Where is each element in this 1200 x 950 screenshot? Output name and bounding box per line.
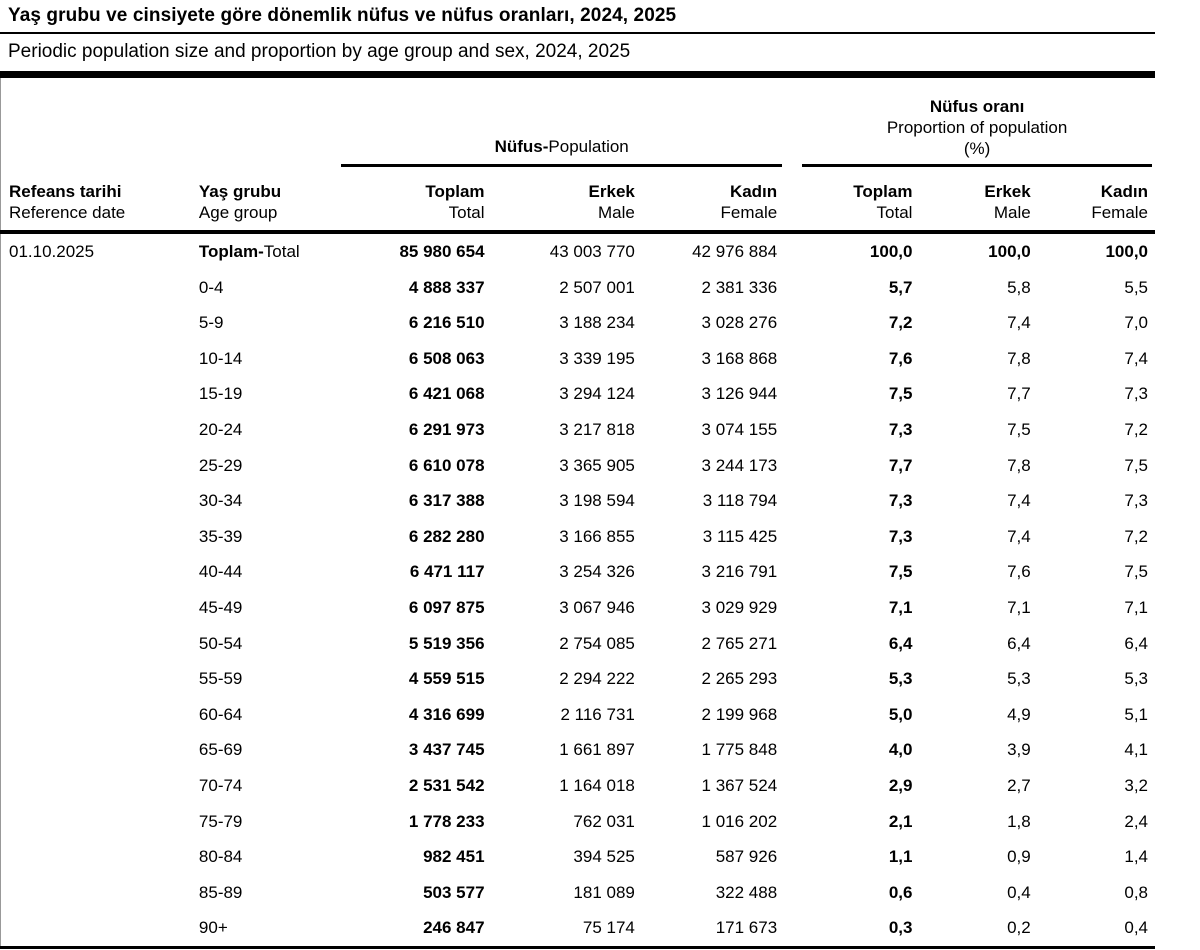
proportion-female-cell: 0,4 [1124, 918, 1148, 938]
proportion-male-cell: 7,8 [1007, 455, 1031, 475]
table-row [1, 804, 1156, 840]
age-group-cell [191, 590, 316, 626]
proportion-female-cell: 100,0 [1105, 242, 1148, 261]
age-group-label-en: 0-4 [198, 277, 224, 297]
proportion-female-cell: 1,4 [1124, 847, 1148, 867]
population-male-cell: 3 254 326 [559, 562, 635, 582]
proportion-female-cell: 7,1 [1124, 597, 1148, 617]
age-group-cell [191, 626, 316, 662]
reference-date-cell [1, 804, 191, 840]
population-total-cell: 6 421 068 [408, 384, 485, 404]
population-total-cell: 6 317 388 [408, 491, 485, 511]
population-male-cell: 1 164 018 [559, 775, 635, 795]
proportion-male-cell: 3,9 [1007, 740, 1031, 760]
proportion-group-header [784, 78, 1155, 167]
proportion-total-cell: 7,5 [888, 384, 913, 404]
proportion-male-cell: 7,7 [1007, 384, 1031, 404]
col-header-proportion-female: Kadın Female [1038, 167, 1155, 232]
proportion-group-label-en: Proportion of population [886, 118, 1068, 137]
population-female-cell: 2 765 271 [701, 633, 778, 653]
table-row [1, 483, 1156, 519]
table-row [1, 839, 1156, 875]
proportion-group-unit: (%) [963, 139, 991, 158]
population-male-cell: 181 089 [573, 882, 635, 902]
table-row [1, 590, 1156, 626]
table-row [1, 376, 1156, 412]
table-row [1, 875, 1156, 911]
proportion-total-cell: 5,3 [888, 669, 913, 689]
population-total-cell: 6 097 875 [408, 597, 485, 617]
population-total-cell: 2 531 542 [408, 775, 485, 795]
population-total-cell: 503 577 [423, 882, 485, 902]
population-total-cell: 3 437 745 [408, 740, 485, 760]
table-row [1, 412, 1156, 448]
age-group-label-en: 40-44 [198, 562, 243, 582]
population-group-label-en: Population [548, 137, 629, 156]
population-female-cell: 1 367 524 [701, 775, 778, 795]
proportion-female-cell: 5,1 [1124, 704, 1148, 724]
population-male-cell: 3 166 855 [559, 526, 635, 546]
population-female-cell: 2 381 336 [701, 277, 778, 297]
reference-date-cell [1, 661, 191, 697]
age-group-cell [191, 804, 316, 840]
table-row [1, 448, 1156, 484]
population-male-cell: 3 294 124 [559, 384, 635, 404]
proportion-total-cell: 7,2 [888, 313, 913, 333]
reference-date-cell [1, 697, 191, 733]
reference-date-cell [1, 768, 191, 804]
age-group-label-en: 45-49 [198, 597, 243, 617]
proportion-female-cell: 5,3 [1124, 669, 1148, 689]
population-female-cell: 322 488 [715, 882, 778, 902]
reference-date-cell [1, 519, 191, 555]
population-male-cell: 3 365 905 [559, 455, 635, 475]
age-group-cell [191, 341, 316, 377]
age-group-label-en: 25-29 [198, 455, 243, 475]
reference-date-cell [1, 448, 191, 484]
population-table [0, 78, 1155, 949]
age-group-cell [191, 232, 316, 270]
proportion-male-cell: 4,9 [1007, 704, 1031, 724]
empty-group-cell [1, 78, 317, 167]
proportion-female-cell: 5,5 [1124, 277, 1148, 297]
table-top-border [0, 71, 1155, 78]
page-title: Yaş grubu ve cinsiyete göre dönemlik nüfus ve nüfus oranları, 2024, 2025 [8, 5, 677, 26]
proportion-total-cell: 5,0 [888, 704, 913, 724]
col-header-reference-date: Refeans tarihi Reference date [1, 167, 191, 232]
proportion-total-cell: 7,1 [888, 597, 913, 617]
col-header-population-female: Kadın Female [642, 167, 784, 232]
population-male-cell: 75 174 [582, 918, 635, 938]
population-group-label [341, 136, 782, 167]
table-row [1, 519, 1156, 555]
age-group-cell [191, 697, 316, 733]
proportion-male-cell: 7,8 [1007, 348, 1031, 368]
proportion-male-cell: 7,5 [1007, 419, 1031, 439]
population-male-cell: 3 188 234 [559, 313, 635, 333]
column-header-row [1, 167, 1156, 232]
proportion-total-cell: 6,4 [888, 633, 913, 653]
population-female-cell: 1 775 848 [701, 740, 778, 760]
proportion-group-label-tr: Nüfus oranı [929, 97, 1025, 116]
proportion-total-cell: 7,7 [888, 455, 913, 475]
population-total-cell: 85 980 654 [399, 242, 485, 261]
age-group-cell [191, 305, 316, 341]
population-female-cell: 2 199 968 [701, 704, 778, 724]
col-header-population-male: Erkek Male [492, 167, 642, 232]
age-group-cell [191, 661, 316, 697]
age-group-label-en: Total [263, 242, 300, 261]
reference-date-cell [1, 839, 191, 875]
population-female-cell: 3 029 929 [701, 597, 778, 617]
population-group-label-tr: Nüfus- [494, 137, 549, 156]
population-male-cell: 2 116 731 [560, 704, 635, 724]
proportion-total-cell: 0,3 [888, 918, 913, 938]
population-total-cell: 6 610 078 [408, 455, 485, 475]
age-group-cell [191, 910, 316, 947]
proportion-female-cell: 3,2 [1124, 775, 1148, 795]
proportion-female-cell: 2,4 [1124, 811, 1148, 831]
population-male-cell: 3 339 195 [559, 348, 635, 368]
proportion-male-cell: 5,8 [1007, 277, 1031, 297]
population-female-cell: 3 168 868 [701, 348, 778, 368]
col-header-proportion-total: Toplam Total [784, 167, 919, 232]
table-row [1, 341, 1156, 377]
population-total-cell: 982 451 [423, 847, 485, 867]
table-row [1, 270, 1156, 306]
table-row [1, 697, 1156, 733]
proportion-male-cell: 100,0 [988, 242, 1031, 261]
proportion-female-cell: 4,1 [1124, 740, 1148, 760]
reference-date-cell [1, 626, 191, 662]
table-row [1, 626, 1156, 662]
proportion-male-cell: 7,4 [1007, 313, 1031, 333]
age-group-label-en: 65-69 [198, 740, 243, 760]
population-female-cell: 3 074 155 [701, 419, 778, 439]
col-header-population-total: Toplam Total [316, 167, 491, 232]
proportion-male-cell: 5,3 [1007, 669, 1031, 689]
proportion-male-cell: 7,1 [1007, 597, 1031, 617]
population-male-cell: 3 217 818 [559, 419, 635, 439]
population-male-cell: 394 525 [573, 847, 635, 867]
age-group-label-en: 80-84 [198, 847, 243, 867]
reference-date-cell [1, 376, 191, 412]
population-female-cell: 171 673 [715, 918, 778, 938]
proportion-total-cell: 2,1 [888, 811, 913, 831]
population-female-cell: 2 265 293 [701, 669, 778, 689]
proportion-group-label [802, 96, 1152, 167]
proportion-female-cell: 7,5 [1124, 562, 1148, 582]
table-row [1, 732, 1156, 768]
table-row [1, 232, 1156, 270]
age-group-cell [191, 519, 316, 555]
proportion-total-cell: 7,3 [888, 419, 913, 439]
proportion-male-cell: 2,7 [1007, 775, 1031, 795]
population-total-cell: 6 291 973 [408, 419, 485, 439]
age-group-label-en: 35-39 [198, 526, 243, 546]
reference-date-cell [1, 910, 191, 947]
population-group-header [316, 78, 784, 167]
population-male-cell: 1 661 897 [559, 740, 635, 760]
proportion-female-cell: 7,4 [1124, 348, 1148, 368]
age-group-cell [191, 448, 316, 484]
proportion-female-cell: 6,4 [1124, 633, 1148, 653]
population-total-cell: 5 519 356 [408, 633, 485, 653]
proportion-female-cell: 7,2 [1124, 526, 1148, 546]
age-group-label-en: 75-79 [198, 811, 243, 831]
reference-date-cell [1, 270, 191, 306]
proportion-total-cell: 0,6 [888, 882, 913, 902]
population-male-cell: 43 003 770 [549, 242, 635, 261]
reference-date-cell [1, 590, 191, 626]
proportion-male-cell: 1,8 [1007, 811, 1031, 831]
population-total-cell: 4 316 699 [408, 704, 485, 724]
proportion-total-cell: 7,5 [888, 562, 913, 582]
age-group-cell [191, 732, 316, 768]
age-group-label-en: 5-9 [198, 313, 224, 333]
proportion-female-cell: 7,3 [1124, 491, 1148, 511]
reference-date-cell: 01.10.2025 [9, 242, 95, 261]
population-male-cell: 2 294 222 [559, 669, 635, 689]
age-group-label-en: 85-89 [198, 882, 243, 902]
proportion-female-cell: 0,8 [1124, 882, 1148, 902]
age-group-cell [191, 376, 316, 412]
table-row [1, 305, 1156, 341]
table-row [1, 910, 1156, 947]
age-group-label-en: 50-54 [198, 633, 243, 653]
age-group-label-en: 10-14 [198, 348, 243, 368]
table-row [1, 661, 1156, 697]
population-female-cell: 42 976 884 [692, 242, 778, 261]
age-group-label-en: 20-24 [198, 419, 243, 439]
reference-date-cell [1, 483, 191, 519]
proportion-male-cell: 7,4 [1007, 491, 1031, 511]
population-female-cell: 3 118 794 [702, 491, 778, 511]
age-group-cell [191, 483, 316, 519]
reference-date-cell [1, 732, 191, 768]
proportion-total-cell: 1,1 [888, 847, 913, 867]
age-group-label-en: 90+ [198, 918, 228, 938]
population-female-cell: 3 244 173 [701, 455, 778, 475]
proportion-female-cell: 7,5 [1124, 455, 1148, 475]
population-female-cell: 3 216 791 [701, 562, 778, 582]
proportion-female-cell: 7,3 [1124, 384, 1148, 404]
proportion-total-cell: 7,3 [888, 491, 913, 511]
population-total-cell: 4 888 337 [408, 277, 485, 297]
age-group-label-en: 55-59 [198, 669, 243, 689]
population-total-cell: 246 847 [423, 918, 485, 938]
reference-date-cell [1, 875, 191, 911]
age-group-label-en: 70-74 [198, 775, 243, 795]
proportion-total-cell: 7,6 [888, 348, 913, 368]
reference-date-cell [1, 341, 191, 377]
population-male-cell: 3 198 594 [559, 491, 635, 511]
population-male-cell: 2 754 085 [559, 633, 635, 653]
population-female-cell: 3 126 944 [701, 384, 778, 404]
proportion-male-cell: 6,4 [1007, 633, 1031, 653]
proportion-male-cell: 0,4 [1007, 882, 1031, 902]
proportion-male-cell: 0,9 [1007, 847, 1031, 867]
population-female-cell: 3 028 276 [701, 313, 778, 333]
group-header-row [1, 78, 1156, 167]
col-header-proportion-male: Erkek Male [919, 167, 1037, 232]
proportion-total-cell: 2,9 [888, 775, 913, 795]
age-group-cell [191, 768, 316, 804]
age-group-label-en: 30-34 [198, 491, 243, 511]
proportion-total-cell: 5,7 [888, 277, 913, 297]
proportion-total-cell: 7,3 [888, 526, 913, 546]
population-total-cell: 6 508 063 [408, 348, 485, 368]
reference-date-cell [1, 305, 191, 341]
population-female-cell: 3 115 425 [702, 526, 778, 546]
age-group-cell [191, 839, 316, 875]
population-total-cell: 4 559 515 [408, 669, 485, 689]
table-row [1, 554, 1156, 590]
population-total-cell: 6 282 280 [408, 526, 485, 546]
population-male-cell: 762 031 [573, 811, 635, 831]
proportion-male-cell: 7,6 [1007, 562, 1031, 582]
population-female-cell: 587 926 [715, 847, 778, 867]
page-subtitle: Periodic population size and proportion by age group and sex, 2024, 2025 [8, 41, 631, 62]
age-group-cell [191, 270, 316, 306]
col-header-age-group: Yaş grubu Age group [191, 167, 316, 232]
proportion-male-cell: 7,4 [1007, 526, 1031, 546]
age-group-cell [191, 554, 316, 590]
population-male-cell: 2 507 001 [559, 277, 635, 297]
proportion-female-cell: 7,2 [1124, 419, 1148, 439]
population-total-cell: 6 471 117 [409, 562, 485, 582]
age-group-cell [191, 875, 316, 911]
population-female-cell: 1 016 202 [701, 811, 778, 831]
population-total-cell: 1 778 233 [408, 811, 485, 831]
proportion-total-cell: 4,0 [888, 740, 913, 760]
proportion-male-cell: 0,2 [1007, 918, 1031, 938]
reference-date-cell [1, 554, 191, 590]
age-group-label-tr: Toplam- [198, 242, 264, 261]
age-group-label-en: 15-19 [198, 384, 243, 404]
age-group-label-en: 60-64 [198, 704, 243, 724]
age-group-cell [191, 412, 316, 448]
table-body [1, 232, 1156, 947]
population-total-cell: 6 216 510 [408, 313, 485, 333]
proportion-female-cell: 7,0 [1124, 313, 1148, 333]
proportion-total-cell: 100,0 [869, 242, 913, 261]
reference-date-cell [1, 412, 191, 448]
table-row [1, 768, 1156, 804]
population-male-cell: 3 067 946 [559, 597, 635, 617]
